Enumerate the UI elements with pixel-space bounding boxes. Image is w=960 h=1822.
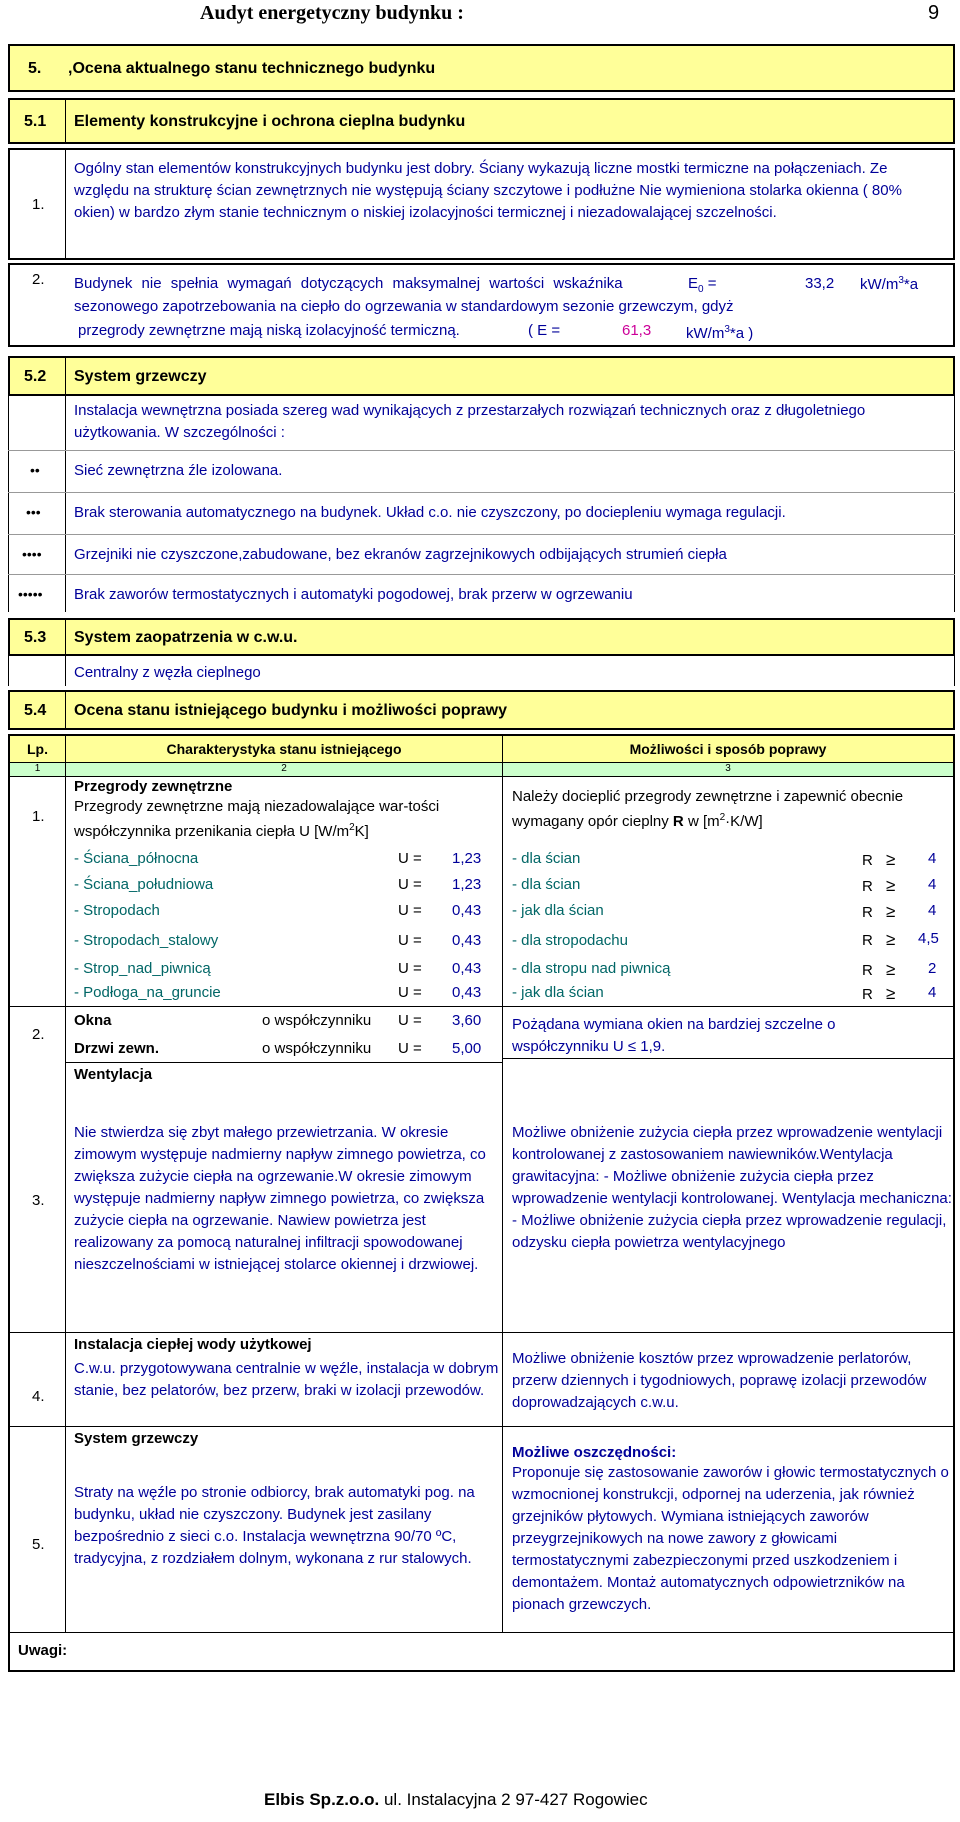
item-number: 2. xyxy=(32,271,45,288)
section-5-4-header xyxy=(8,690,955,730)
item-2-line3: przegrody zewnętrzne mają niską izolacyjność termiczną. xyxy=(78,322,460,339)
ge-icon: ≥ xyxy=(886,930,896,949)
item-1-text: Ogólny stan elementów konstrukcyjnych budynku jest dobry. Ściany wykazują liczne mostki termiczne na połączeniach. Ze względu na strukturę ścian zewnętrznych nie występują ściany szczytowe i podłużne Nie wymieniona stolarka okienna ( 80% okien) w bardzo złym stanie technicznym o niskiej izolacyjności termicznej i niezadowalającej szczelności. xyxy=(74,160,902,221)
u-label: U = xyxy=(398,1012,422,1029)
bullet-icon: ••••• xyxy=(18,586,43,602)
u-label: U = xyxy=(398,984,422,1001)
heating-item: Sieć zewnętrzna źle izolowana. xyxy=(74,462,283,479)
improvement-target: - jak dla ścian xyxy=(512,984,604,1001)
row-number: 4. xyxy=(32,1388,45,1405)
r-label: R xyxy=(862,878,873,895)
row-description: współczynnika przenikania ciepła U [W/m xyxy=(74,823,350,840)
u-value: 3,60 xyxy=(452,1012,482,1029)
section-title: ,Ocena aktualnego stanu technicznego budynku xyxy=(68,60,436,77)
u-value: 0,43 xyxy=(452,932,482,949)
improvement-target: - dla ścian xyxy=(512,876,581,893)
col-number: 3 xyxy=(725,763,731,774)
partition-name: - Strop_nad_piwnicą xyxy=(74,960,211,977)
r-value: 4 xyxy=(928,876,937,893)
r-value: 4 xyxy=(928,902,937,919)
section-title: Elementy konstrukcyjne i ochrona cieplna budynku xyxy=(74,113,466,130)
e0-value: 33,2 xyxy=(805,275,835,292)
cwu-row xyxy=(8,656,955,686)
col-state-header: Charakterystyka stanu istniejącego xyxy=(166,741,402,757)
row-title: System grzewczy xyxy=(74,1430,199,1447)
section-number: 5.3 xyxy=(24,629,47,646)
u-label: U = xyxy=(398,876,422,893)
heating-item: Grzejniki nie czyszczone,zabudowane, bez ekranów zagrzejnikowych odbijających strumień ciepła xyxy=(74,546,727,563)
row-description: Przegrody zewnętrzne mają niezadowalające war-tości xyxy=(74,798,440,815)
u-label: U = xyxy=(398,932,422,949)
u-label: U = xyxy=(398,960,422,977)
ge-icon: ≥ xyxy=(886,876,896,895)
coef-label: o współczynniku xyxy=(262,1012,372,1029)
u-value: 0,43 xyxy=(452,960,482,977)
r-label: R xyxy=(862,986,873,1003)
row-number: 2. xyxy=(32,1026,45,1043)
ge-icon: ≥ xyxy=(886,850,896,869)
u-value: 1,23 xyxy=(452,850,482,867)
e0-label: $E_0$ = xyxy=(688,275,717,295)
partition-name: - Stropodach_stalowy xyxy=(74,932,219,949)
improvement-target: - dla ścian xyxy=(512,850,581,867)
col-number: 2 xyxy=(281,763,287,774)
heating-intro: Instalacja wewnętrzna posiada szereg wad wynikających z przestarzałych rozwiązań technicznych oraz z długoletniego użytkowania. W szczególności : xyxy=(74,402,866,441)
section-5-2-header xyxy=(8,356,955,396)
u-label: U = xyxy=(398,902,422,919)
improvement-text: Pożądana wymiana okien na bardziej szczelne o współczynniku U ≤ 1,9. xyxy=(512,1016,836,1055)
improvement-text: Możliwe obniżenie kosztów przez wprowadzenie perlatorów, przerw dziennych i tygodniowych, poprawę izolacji przewodów doprowadzających c.w.u. xyxy=(512,1350,927,1411)
windows-label: Okna xyxy=(74,1012,112,1029)
section-title: Ocena stanu istniejącego budynku i możliwości poprawy xyxy=(74,702,507,719)
u-value: 1,23 xyxy=(452,876,482,893)
section-5-header xyxy=(8,44,955,92)
improvement-target: - dla stropu nad piwnicą xyxy=(512,960,671,977)
ge-icon: ≥ xyxy=(886,902,896,921)
assessment-table: Lp. Charakterystyka stanu istniejącego Możliwości i sposób poprawy 1 2 3 1. Przegrody zewnętrzne Przegrody zewnętrzne mają niezadowalające war-tości współczynnika przenikania ciepła U $[W/m^2K]$ Należy docieplić przegrody zewnętrzne i zapewnić obecnie wymagany opór cieplny R w $[m^2\cdot K/W]$ - Ściana_północna U = 1,23 - dla ścian R ≥ 4 - Ściana_południowa U = 1,23 - dla ścian R ≥ 4 - Stropodach U = 0,43 - jak dla ścian R ≥ 4 - Stropodach_stalowy U = 0,43 - dla stropodachu R ≥ 4,5 - Strop_nad_piwnicą U = 0,43 - dla stropu nad piwnicą R ≥ 2 - Podłoga_na_gruncie U = 0,43 - jak dla ścian R ≥ 4 2. Okna o współczynniku U = 3,60 Drzwi zewn. o współczynniku U = 5,00 Pożądana wymiana okien na bardziej szczelne o współczynniku U ≤ 1,9. Wentylacja 3. Nie stwierdza się zbyt małego przewietrzania. W okresie zimowym występuje nadmierny napływ zimnego powietrza, co zwiększa zużycie ciepła na ogrzewanie.W okresie zimowym występuje nadmierny napływ zimnego powietrza, co zwiększa zużycie ciepła na ogrzewanie. Nawiew powietrza jest realizowany za pomocą naturalnej infiltracji spowodowanej nieszczelnościami w istniejącej stolarce okiennej i drzwiowej. Możliwe obniżenie zużycia ciepła przez wprowadzenie wentylacji kontrolowanej z zastosowaniem nawiewników.Wentylacja grawitacyjna: - Możliwe obniżenie zużycia ciepła przez wprowadzenie wentylacji kontrolowanej. Wentylacja mechaniczna: - Możliwe obniżenie zużycia ciepła przez wprowadzenie regulacji, odzysku ciepła powietrza wentylacyjnego 4. Instalacja ciepłej wody użytkowej C.w.u. przygotowywana centralnie w węźle, instalacja w dobrym stanie, bez pelatorów, bez przerw, braki w izolacji przewodów. Możliwe obniżenie kosztów przez wprowadzenie perlatorów, przerw dziennych i tygodniowych, poprawę izolacji przewodów doprowadzających c.w.u. 5. System grzewczy Straty na węźle po stronie odbiorcy, brak automatyki pog. na budynku, układ nie czyszczony. Budynek jest zasilany bezpośrednio z sieci c.o. Instalacja wewnętrzna 90/70 ºC, tradycyjna, z rozdziałem dolnym, wykonana z rur stalowych. Możliwe oszczędności: Proponuje się zastosowanie zaworów i głowic termostatycznych o wzmocnionej konstrukcji, odpornej na uderzenia, jak również grzejników płytowych. Wymiana istniejących zaworów przeygrzejnikowych na nowe zawory z głowicami termostatycznymi zabezpieczonymi przed uszkodzeniem i demontażem. Montaż automatycznych odpowietrzników na pionach grzewczych. Uwagi: xyxy=(8,734,955,1672)
e0-unit: $kW/m^3*a$ xyxy=(860,275,919,293)
r-value: 4 xyxy=(928,850,937,867)
item-2-line2: sezonowego zapotrzebowania na ciepło do ogrzewania w standardowym sezonie grzewczym, gdyż xyxy=(74,298,734,315)
item-2-box xyxy=(8,263,955,347)
r-value: 4 xyxy=(928,984,937,1001)
row-number: 1. xyxy=(32,808,45,825)
col-lp-header: Lp. xyxy=(27,741,48,757)
r-label: R xyxy=(862,962,873,979)
r-label: R xyxy=(862,932,873,949)
improvement-text: Należy docieplić przegrody zewnętrzne i zapewnić obecnie xyxy=(512,788,904,805)
partition-name: - Podłoga_na_gruncie xyxy=(74,984,221,1001)
e-value: 61,3 xyxy=(622,322,652,339)
section-number: 5.1 xyxy=(24,113,47,130)
cwu-text: Centralny z węzła cieplnego xyxy=(74,664,261,681)
row-title: Wentylacja xyxy=(74,1066,153,1083)
bullet-icon: ••• xyxy=(26,504,41,520)
section-number: 5. xyxy=(28,60,42,77)
section-5-3-header xyxy=(8,618,955,656)
row-number: 3. xyxy=(32,1192,45,1209)
partition-name: - Ściana_północna xyxy=(74,850,199,867)
section-number: 5.2 xyxy=(24,368,47,385)
company-name: Elbis Sp.z.o.o. xyxy=(264,1790,380,1809)
item-2-line1: Budynek nie spełnia wymagań dotyczących maksymalnej wartości wskaźnika xyxy=(74,275,623,292)
improvement-text: Proponuje się zastosowanie zaworów i głowic termostatycznych o wzmocnionej konstrukcji, odpornej na uderzenia, jak również grzejników płytowych. Wymiana istniejących zaworów przeygrzejnikowych na nowe zawory z głowicami termostatycznymi zabezpieczonymi przed uszkodzeniem i demontażem. Montaż automatycznych odpowietrzników na pionach grzewczych. xyxy=(512,1464,949,1613)
partition-name: - Stropodach xyxy=(74,902,160,919)
u-value: 0,43 xyxy=(452,984,482,1001)
r-label: R xyxy=(862,852,873,869)
col-improvement-header: Możliwości i sposób poprawy xyxy=(629,741,827,757)
item-number: 1. xyxy=(32,196,45,213)
bullet-icon: •• xyxy=(30,462,40,478)
row-title: Instalacja ciepłej wody użytkowej xyxy=(74,1336,312,1353)
cwu-state: C.w.u. przygotowywana centralnie w węźle, instalacja w dobrym stanie, bez pelatorów, bez przerw, braki w izolacji przewodów. xyxy=(74,1360,499,1399)
savings-title: Możliwe oszczędności: xyxy=(512,1444,677,1461)
partition-name: - Ściana_południowa xyxy=(74,876,214,893)
ge-icon: ≥ xyxy=(886,984,896,1003)
section-title: System grzewczy xyxy=(74,368,207,385)
document-title: Audyt energetyczny budynku : xyxy=(200,2,464,24)
bullet-icon: •••• xyxy=(22,546,42,562)
col-number: 1 xyxy=(34,763,41,774)
row-title: Przegrody zewnętrzne xyxy=(74,778,233,795)
heating-list xyxy=(8,396,955,612)
coef-label: o współczynniku xyxy=(262,1040,372,1057)
e-open: ( E = xyxy=(528,322,561,339)
ventilation-state: Nie stwierdza się zbyt małego przewietrzania. W okresie zimowym występuje nadmierny napływ zimnego powietrza, co zwiększa zużycie ciepła na ogrzewanie.W okresie zimowym występuje nadmierny napływ zimnego powietrza, co zwiększa zużycie ciepła na ogrzewanie. Nawiew powietrza jest realizowany za pomocą naturalnej infiltracji spowodowanej nieszczelnościami w istniejącej stolarce okiennej i drzwiowej. xyxy=(74,1124,486,1273)
u-value: 0,43 xyxy=(452,902,482,919)
r-value: 4,5 xyxy=(918,930,939,947)
row-number: 5. xyxy=(32,1536,45,1553)
section-number: 5.4 xyxy=(24,702,47,719)
remarks-label: Uwagi: xyxy=(18,1642,68,1659)
page-number: 9 xyxy=(928,2,940,24)
improvement-target: - dla stropodachu xyxy=(512,932,628,949)
u-label: U = xyxy=(398,850,422,867)
company-address: ul. Instalacyjna 2 97-427 Rogowiec xyxy=(383,1790,648,1809)
item-1-box xyxy=(8,148,955,260)
improvement-target: - jak dla ścian xyxy=(512,902,604,919)
e-unit: $kW/m^3*a$ ) xyxy=(686,324,754,342)
u-value: 5,00 xyxy=(452,1040,482,1057)
section-title: System zaopatrzenia w c.w.u. xyxy=(74,629,298,646)
ge-icon: ≥ xyxy=(886,960,896,979)
footer xyxy=(264,1790,648,1810)
heating-item: Brak zaworów termostatycznych i automatyki pogodowej, brak przerw w ogrzewaniu xyxy=(74,586,633,603)
heating-item: Brak sterowania automatycznego na budynek. Układ c.o. nie czyszczony, po dociepleniu wymaga regulacji. xyxy=(74,504,786,521)
u-label: U = xyxy=(398,1040,422,1057)
r-label: R xyxy=(862,904,873,921)
heating-state: Straty na węźle po stronie odbiorcy, brak automatyki pog. na budynku, układ nie czyszczony. Budynek jest zasilany bezpośrednio z sieci c.o. Instalacja wewnętrzna 90/70 ºC, tradycyjna, z rozdziałem dolnym, wykonana z rur stalowych. xyxy=(74,1484,475,1567)
doors-label: Drzwi zewn. xyxy=(74,1040,160,1057)
section-5-1-header xyxy=(8,98,955,144)
improvement-text: Możliwe obniżenie zużycia ciepła przez wprowadzenie wentylacji kontrolowanej z zastosowaniem nawiewników.Wentylacja grawitacyjna: - Możliwe obniżenie zużycia ciepła przez wprowadzenie wentylacji kontrolowanej. Wentylacja mechaniczna: - Możliwe obniżenie zużycia ciepła przez wprowadzenie regulacji, odzysku ciepła powietrza wentylacyjnego xyxy=(512,1124,952,1251)
r-value: 2 xyxy=(928,960,937,977)
